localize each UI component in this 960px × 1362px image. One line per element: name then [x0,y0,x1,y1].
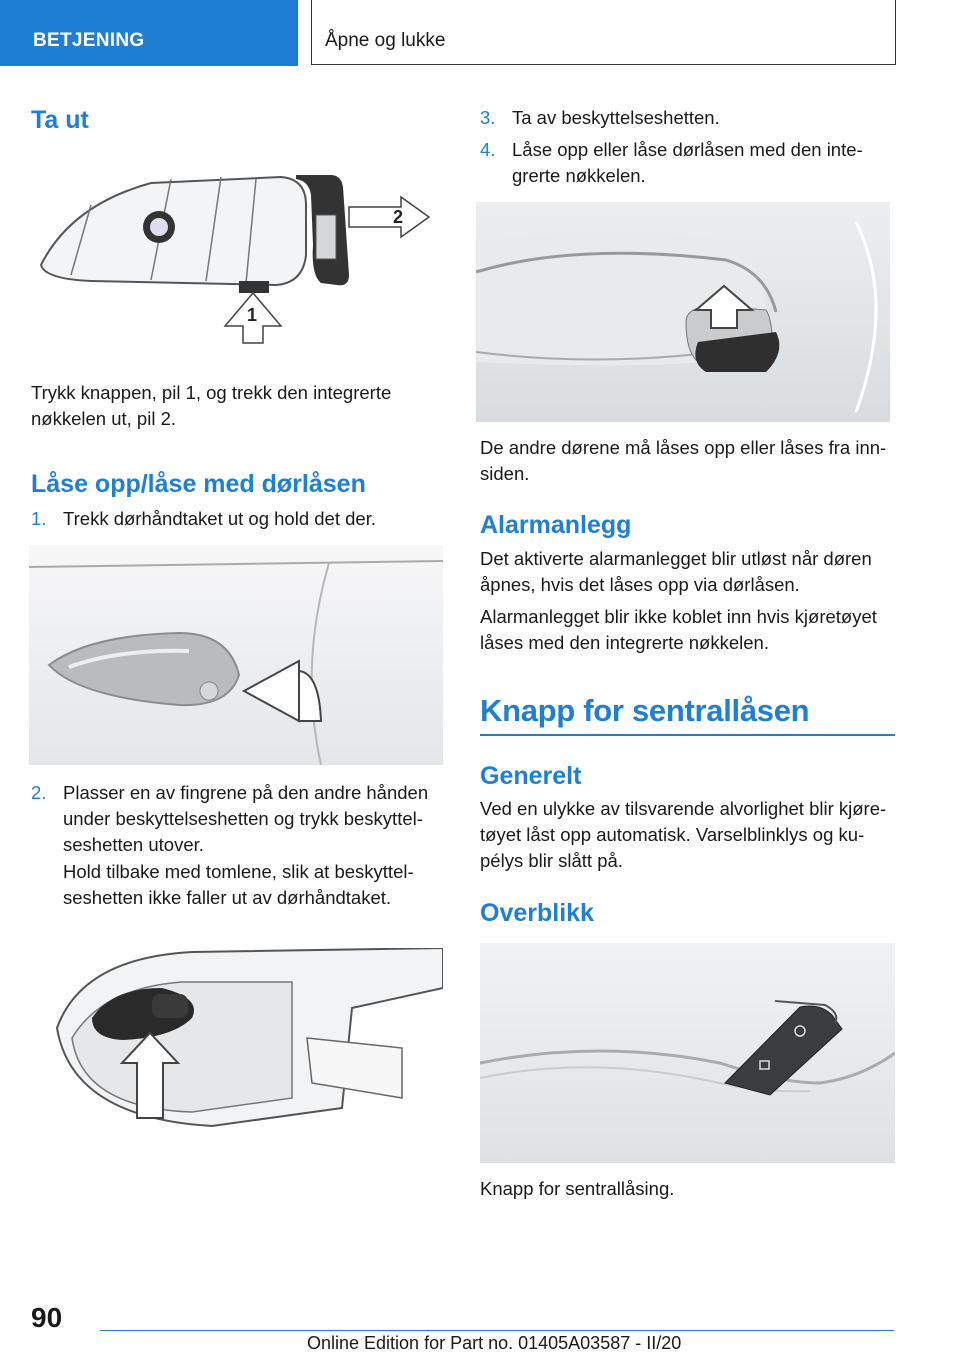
heading-knapp-for-sentrallasen: Knapp for sentrallåsen [480,693,810,728]
step-text: Plasser en av fingrene på den andre hånden under beskyttelseshetten og trykk beskyttelseshetten utover. [63,782,429,855]
list-item-step-2 [31,780,443,860]
header-chapter-box [311,0,896,65]
heading-alarmanlegg: Alarmanlegg [480,511,632,539]
step-number: 2. [31,782,47,803]
footer-rule [100,1330,894,1331]
text-alarm-2: Alarmanlegget blir ikke koblet inn hvis kjøretøyet låses med den integrerte nøkkelen. [480,606,877,653]
figure-key-in-lock [476,202,890,422]
list-item-step-1 [31,506,443,534]
text-ta-ut: Trykk knappen, pil 1, og trekk den integrerte nøkkelen ut, pil 2. [31,382,392,429]
header-section-tab [0,0,298,66]
key-arrow-label-2: 2 [393,207,404,227]
heading-laase-med-dorlasen: Låse opp/låse med dørlåsen [31,470,366,498]
text-andre-dorer: De andre dørene må låses opp eller låses fra innsiden. [480,437,887,484]
heading-generelt: Generelt [480,762,582,790]
footer-edition: Online Edition for Part no. 01405A03587 - II/20 [307,1333,682,1353]
header-section-label: BETJENING [33,30,145,51]
step-text: Trekk dørhåndtaket ut og hold det der. [63,508,376,529]
page-number: 90 [31,1302,63,1333]
list-item-step-3 [480,105,895,133]
text-step-2-note: Hold tilbake med tomlene, slik at beskyttelseshetten ikke faller ut av dørhåndtaket. [63,861,414,908]
header-chapter-label: Åpne og lukke [325,30,446,51]
heading-rule [480,734,895,736]
text-alarm-1: Det aktiverte alarmanlegget blir utløst når døren åpnes, hvis det låses opp via dørlåsen. [480,548,872,595]
step-number: 1. [31,508,47,529]
heading-ta-ut: Ta ut [31,106,89,134]
figure-central-lock-button [480,943,895,1163]
step-number: 3. [480,107,496,128]
figure-protective-cap [52,948,443,1128]
step-text: Ta av beskyttelseshetten. [512,107,720,128]
step-number: 4. [480,139,496,160]
step-text: Låse opp eller låse dørlåsen med den integrerte nøkkelen. [512,139,863,186]
list-item-step-4 [480,137,895,193]
figure-door-handle-pull [29,545,443,765]
figure-caption: Knapp for sentrallåsing. [480,1178,675,1199]
heading-overblikk: Overblikk [480,899,594,927]
text-generelt: Ved en ulykke av tilsvarende alvorlighet blir kjøretøyet låst opp automatisk. Varselblinklys og kupélys blir slått på. [480,798,887,871]
figure-key-removal [31,165,443,345]
key-arrow-label-1: 1 [247,305,258,325]
